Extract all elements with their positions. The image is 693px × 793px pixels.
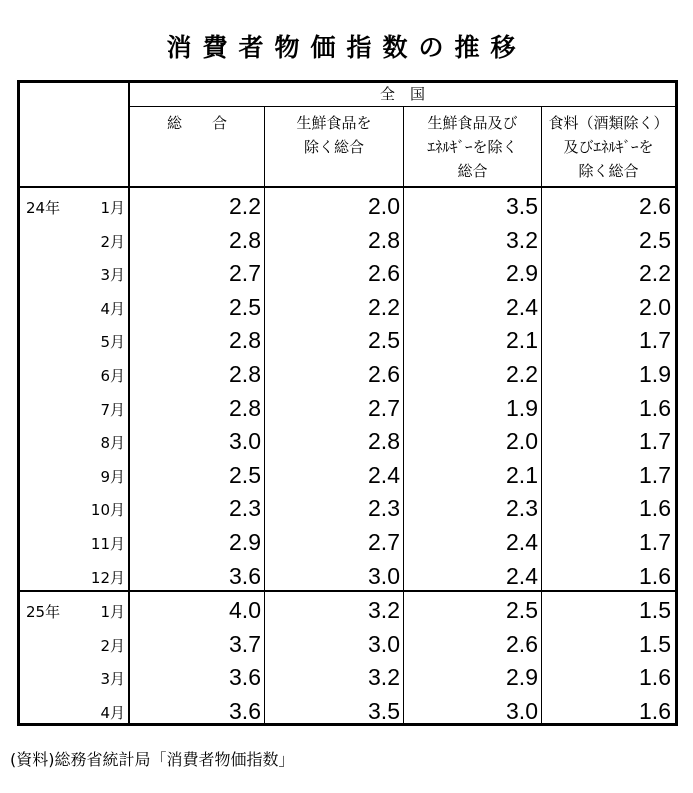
value-cell: 3.2 [368, 597, 400, 623]
value-cell: 2.7 [368, 529, 400, 555]
value-cell: 2.7 [229, 260, 261, 287]
value-cell: 2.4 [368, 461, 400, 488]
group-header: 全 国 [379, 85, 425, 103]
year-label: 25年 [26, 603, 61, 621]
value-cell: 3.5 [506, 193, 538, 219]
value-cell: 1.5 [639, 597, 671, 623]
value-cell: 1.7 [639, 327, 671, 354]
month-label: 3月 [100, 266, 125, 285]
month-label: 1月 [100, 603, 125, 621]
col-header-line: 総合 [457, 162, 488, 180]
col-header-us-core [542, 111, 675, 183]
col-header-line: 除く総合 [303, 138, 364, 156]
value-cell: 2.7 [368, 394, 400, 421]
value-cell: 3.0 [229, 428, 261, 455]
value-cell: 3.6 [229, 562, 261, 589]
value-cell: 3.0 [506, 697, 538, 724]
month-label: 10月 [90, 501, 125, 520]
col-divider-2 [403, 107, 404, 723]
value-cell: 1.7 [639, 428, 671, 455]
col-header-line: 及びｴﾈﾙｷﾞｰを [563, 138, 654, 156]
value-cell: 1.5 [639, 630, 671, 657]
year-label: 24年 [26, 199, 61, 217]
value-cell: 1.6 [639, 664, 671, 691]
value-cell: 2.6 [368, 260, 400, 287]
value-cell: 2.2 [229, 193, 261, 219]
col-header-line: ｴﾈﾙｷﾞｰを除く [427, 138, 518, 156]
value-cell: 2.3 [506, 495, 538, 522]
value-cell: 2.0 [368, 193, 400, 219]
value-cell: 2.9 [229, 529, 261, 555]
cpi-table [17, 80, 678, 726]
col-header-core-core [404, 111, 541, 183]
header-bottom-rule [20, 186, 675, 188]
col-header-line: 除く総合 [578, 162, 639, 180]
value-cell: 3.6 [229, 664, 261, 691]
col-header-total [130, 111, 264, 135]
page-title: 消費者物価指数の推移 [166, 33, 527, 62]
value-cell: 2.8 [368, 226, 400, 253]
month-label: 9月 [100, 467, 125, 486]
value-cell: 3.6 [229, 697, 261, 724]
col-header-core [265, 111, 403, 159]
col-header-line: 食料（酒類除く） [548, 114, 669, 132]
col-header-line: 生鮮食品及び [427, 114, 518, 132]
value-cell: 3.0 [368, 630, 400, 657]
value-cell: 2.6 [368, 361, 400, 387]
value-cell: 2.2 [368, 293, 400, 320]
value-cell: 1.9 [639, 361, 671, 387]
source-note: (資料)総務省統計局「消費者物価指数」 [10, 750, 295, 769]
month-label: 11月 [90, 535, 125, 553]
month-label: 3月 [100, 670, 125, 689]
value-cell: 2.2 [639, 260, 671, 287]
value-cell: 2.1 [506, 327, 538, 354]
value-cell: 3.0 [368, 562, 400, 589]
value-cell: 1.6 [639, 562, 671, 589]
value-cell: 2.0 [639, 293, 671, 320]
value-cell: 1.9 [506, 394, 538, 421]
stub-divider [128, 83, 130, 723]
month-label: 1月 [100, 199, 125, 217]
col-header-line: 総 合 [166, 114, 227, 132]
value-cell: 2.3 [368, 495, 400, 522]
value-cell: 2.2 [506, 361, 538, 387]
value-cell: 1.6 [639, 495, 671, 522]
month-label: 8月 [100, 434, 125, 453]
month-label: 6月 [100, 367, 125, 385]
value-cell: 2.5 [639, 226, 671, 253]
value-cell: 1.7 [639, 461, 671, 488]
value-cell: 2.9 [506, 260, 538, 287]
col-header-line: 生鮮食品を [296, 114, 372, 132]
value-cell: 2.5 [506, 597, 538, 623]
value-cell: 3.2 [506, 226, 538, 253]
value-cell: 2.4 [506, 562, 538, 589]
value-cell: 2.5 [229, 293, 261, 320]
value-cell: 2.6 [506, 630, 538, 657]
value-cell: 2.0 [506, 428, 538, 455]
value-cell: 2.8 [229, 226, 261, 253]
value-cell: 2.1 [506, 461, 538, 488]
value-cell: 2.3 [229, 495, 261, 522]
value-cell: 1.6 [639, 394, 671, 421]
value-cell: 3.2 [368, 664, 400, 691]
col-divider-3 [541, 107, 542, 723]
value-cell: 2.6 [639, 193, 671, 219]
value-cell: 2.4 [506, 529, 538, 555]
value-cell: 2.5 [368, 327, 400, 354]
value-cell: 3.5 [368, 697, 400, 724]
col-divider-1 [264, 107, 265, 723]
month-label: 4月 [100, 703, 125, 722]
value-cell: 2.4 [506, 293, 538, 320]
month-label: 7月 [100, 400, 125, 419]
value-cell: 2.8 [229, 361, 261, 387]
month-label: 5月 [100, 333, 125, 352]
month-label: 4月 [100, 299, 125, 318]
value-cell: 2.8 [368, 428, 400, 455]
value-cell: 2.9 [506, 664, 538, 691]
year-divider [20, 590, 675, 592]
month-label: 2月 [100, 636, 125, 655]
value-cell: 4.0 [229, 597, 261, 623]
value-cell: 2.8 [229, 327, 261, 354]
value-cell: 2.8 [229, 394, 261, 421]
value-cell: 1.6 [639, 697, 671, 724]
value-cell: 3.7 [229, 630, 261, 657]
month-label: 12月 [90, 568, 125, 587]
month-label: 2月 [100, 232, 125, 251]
value-cell: 2.5 [229, 461, 261, 488]
value-cell: 1.7 [639, 529, 671, 555]
